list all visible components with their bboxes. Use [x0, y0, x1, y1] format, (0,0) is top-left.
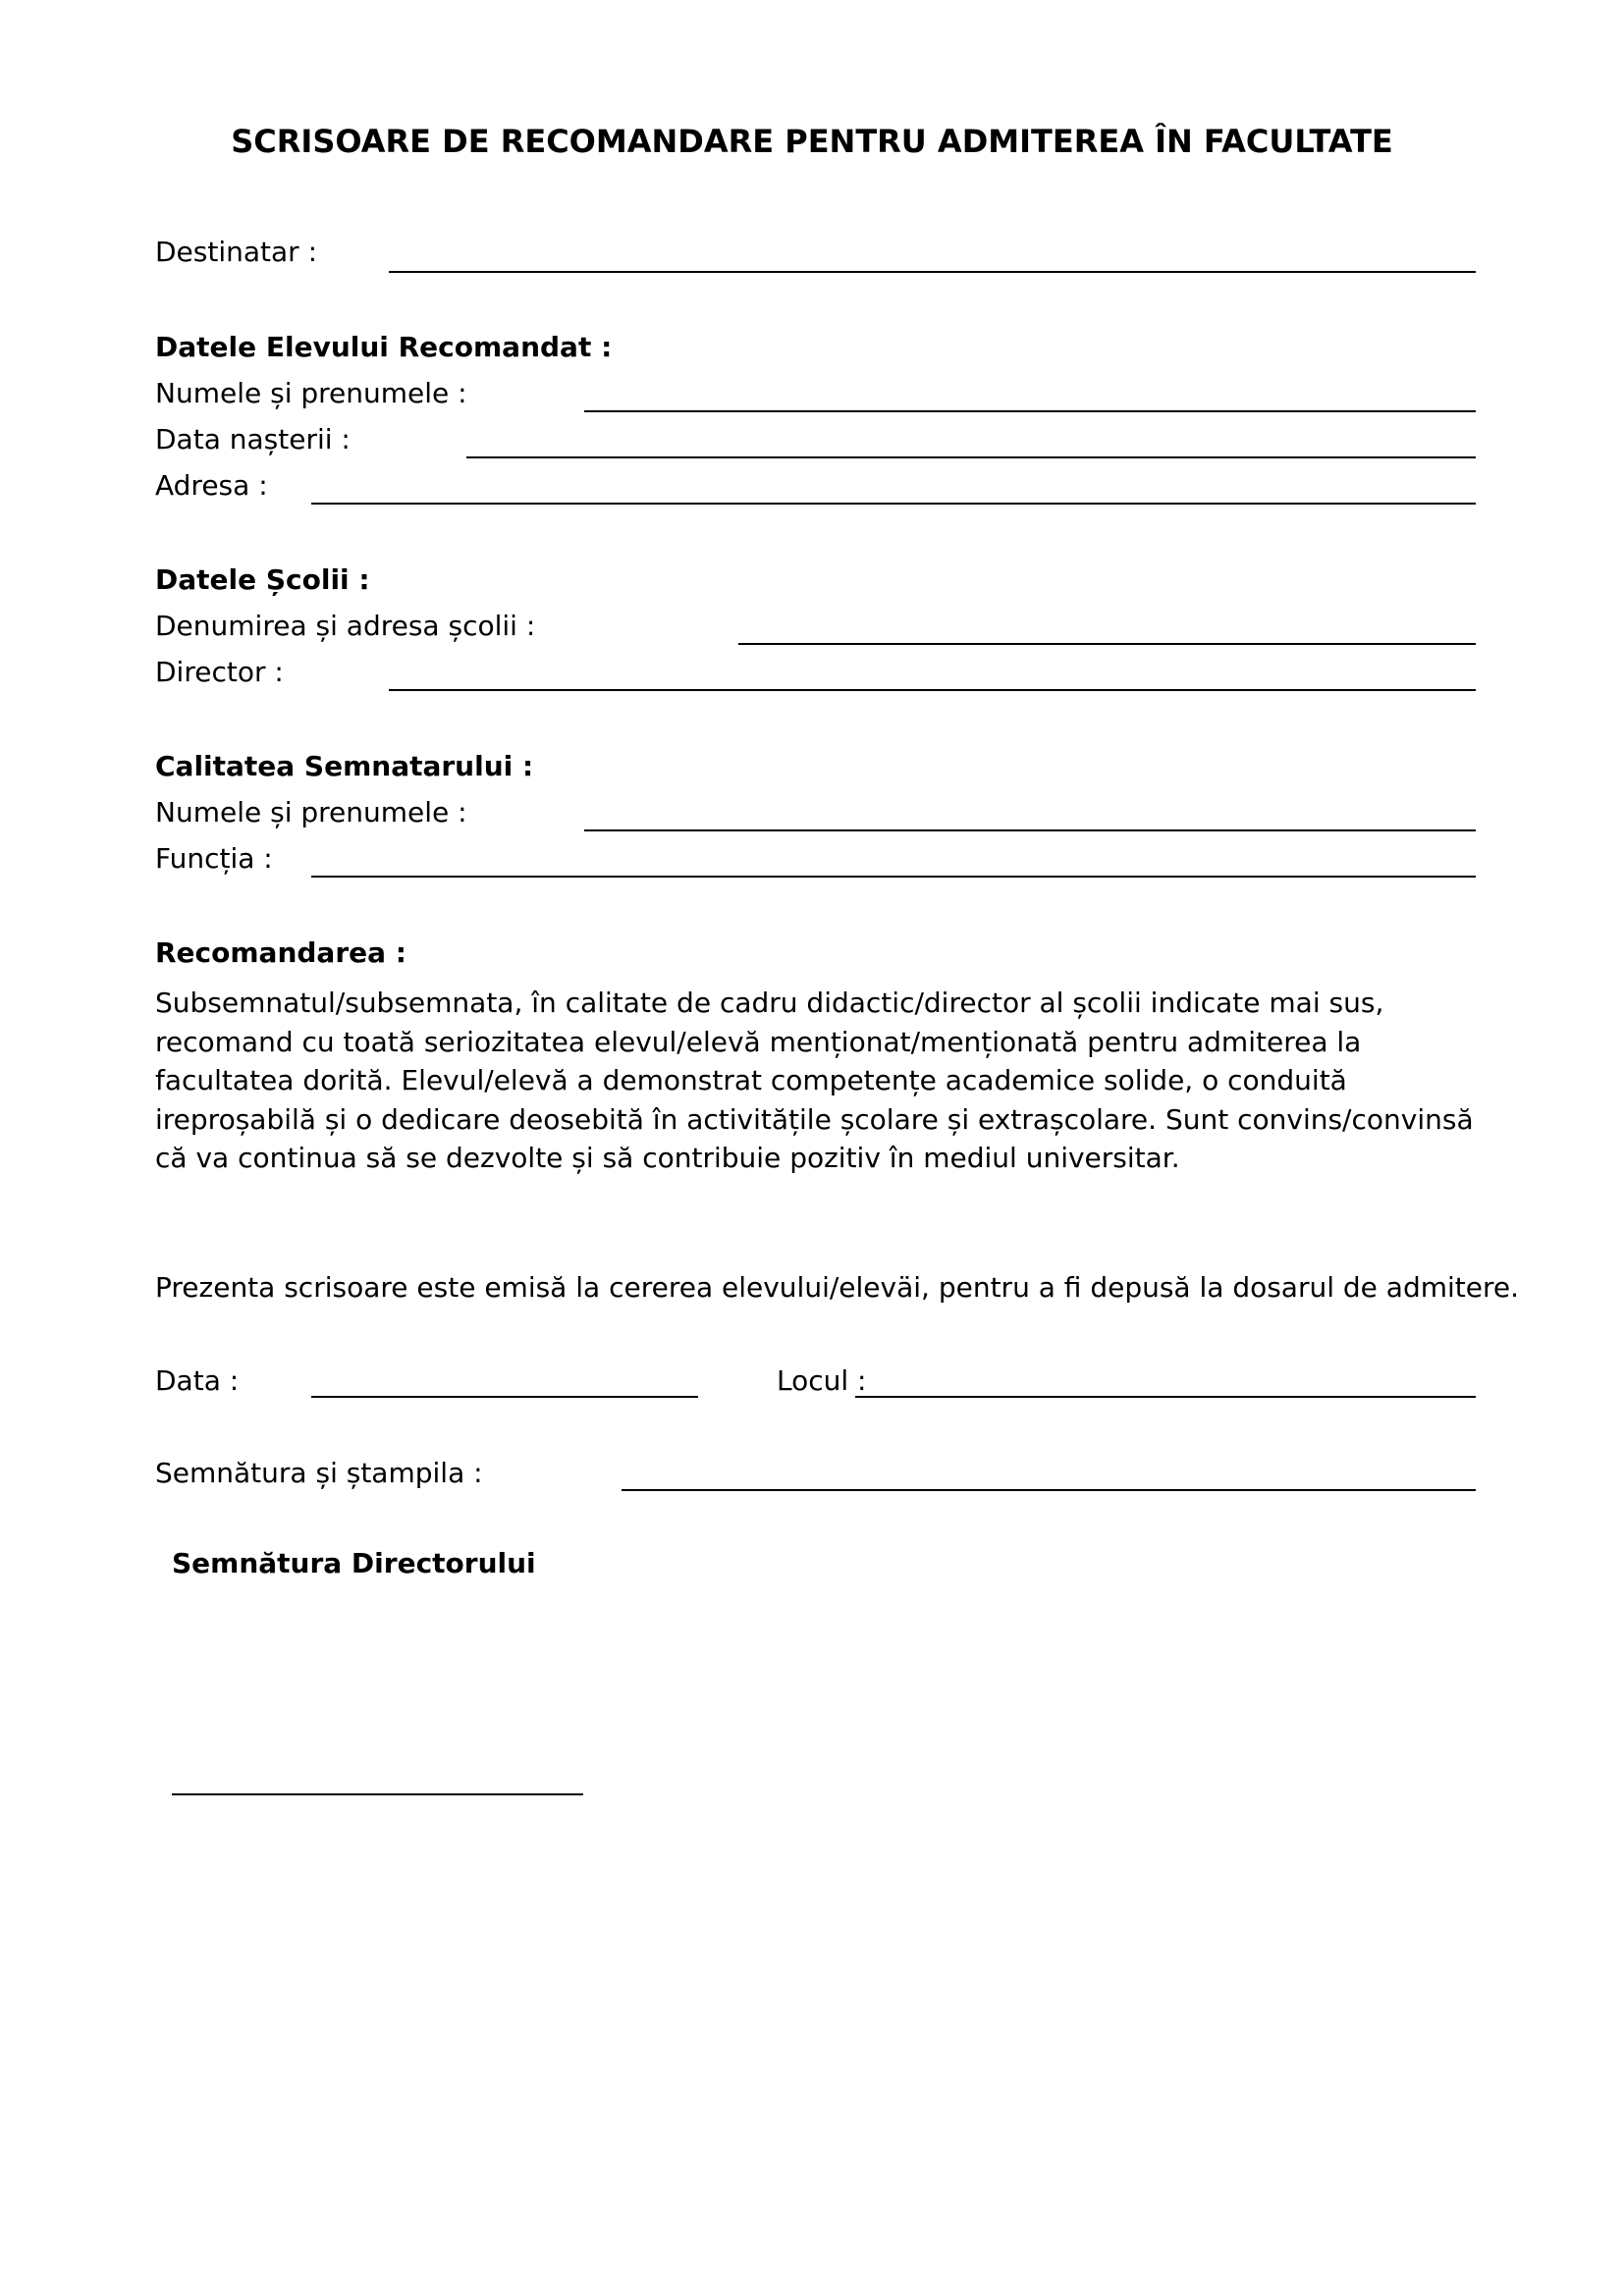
director-signature-line[interactable]	[172, 1793, 583, 1795]
student-address-label: Adresa :	[155, 469, 268, 502]
signer-name-field[interactable]	[584, 829, 1476, 831]
place-label: Locul :	[777, 1364, 867, 1397]
date-field[interactable]	[311, 1396, 698, 1398]
student-address-field[interactable]	[311, 503, 1476, 505]
place-field[interactable]	[855, 1396, 1476, 1398]
student-name-label: Numele și prenumele :	[155, 377, 467, 409]
date-label: Data :	[155, 1364, 240, 1397]
signer-function-field[interactable]	[311, 876, 1476, 878]
signer-name-label: Numele și prenumele :	[155, 796, 467, 828]
signer-function-label: Funcția :	[155, 842, 273, 875]
school-section-heading: Datele Școlii :	[155, 563, 370, 596]
student-section-heading: Datele Elevului Recomandat :	[155, 331, 613, 363]
signature-field[interactable]	[622, 1489, 1476, 1491]
letter-note: Prezenta scrisoare este emisă la cererea elevului/eleväi, pentru a fi depusă la dosarul de admitere.	[155, 1271, 1520, 1304]
school-director-field[interactable]	[389, 689, 1476, 691]
school-name-field[interactable]	[738, 643, 1476, 645]
signer-section-heading: Calitatea Semnatarului :	[155, 750, 534, 782]
recipient-field[interactable]	[389, 271, 1476, 273]
student-birth-field[interactable]	[466, 456, 1476, 458]
student-birth-label: Data nașterii :	[155, 423, 351, 455]
recipient-label: Destinatar :	[155, 236, 318, 268]
recommendation-heading: Recomandarea :	[155, 936, 406, 969]
director-signature-label: Semnătura Directorului	[172, 1547, 536, 1579]
recommendation-text: Subsemnatul/subsemnata, în calitate de cadru didactic/director al școlii indicate mai sus, recomand cu toată seriozitatea elevul/elevă menționat/menționată pentru admiterea la facultatea dorită. Elevul/elevă a demonstrat competențe academice solide, o conduită ireproșabilă și o dedicare deosebită în activitățile școlare și extrașcolare. Sunt convins/convinsă că va continua să se dezvolte și să contribuie pozitiv în mediul universitar.	[155, 987, 1474, 1174]
student-name-field[interactable]	[584, 410, 1476, 412]
school-director-label: Director :	[155, 656, 284, 688]
document-title: SCRISOARE DE RECOMANDARE PENTRU ADMITEREA ÎN FACULTATE	[231, 123, 1393, 160]
school-name-label: Denumirea și adresa școlii :	[155, 610, 536, 642]
signature-label: Semnătura și ștampila :	[155, 1457, 483, 1489]
